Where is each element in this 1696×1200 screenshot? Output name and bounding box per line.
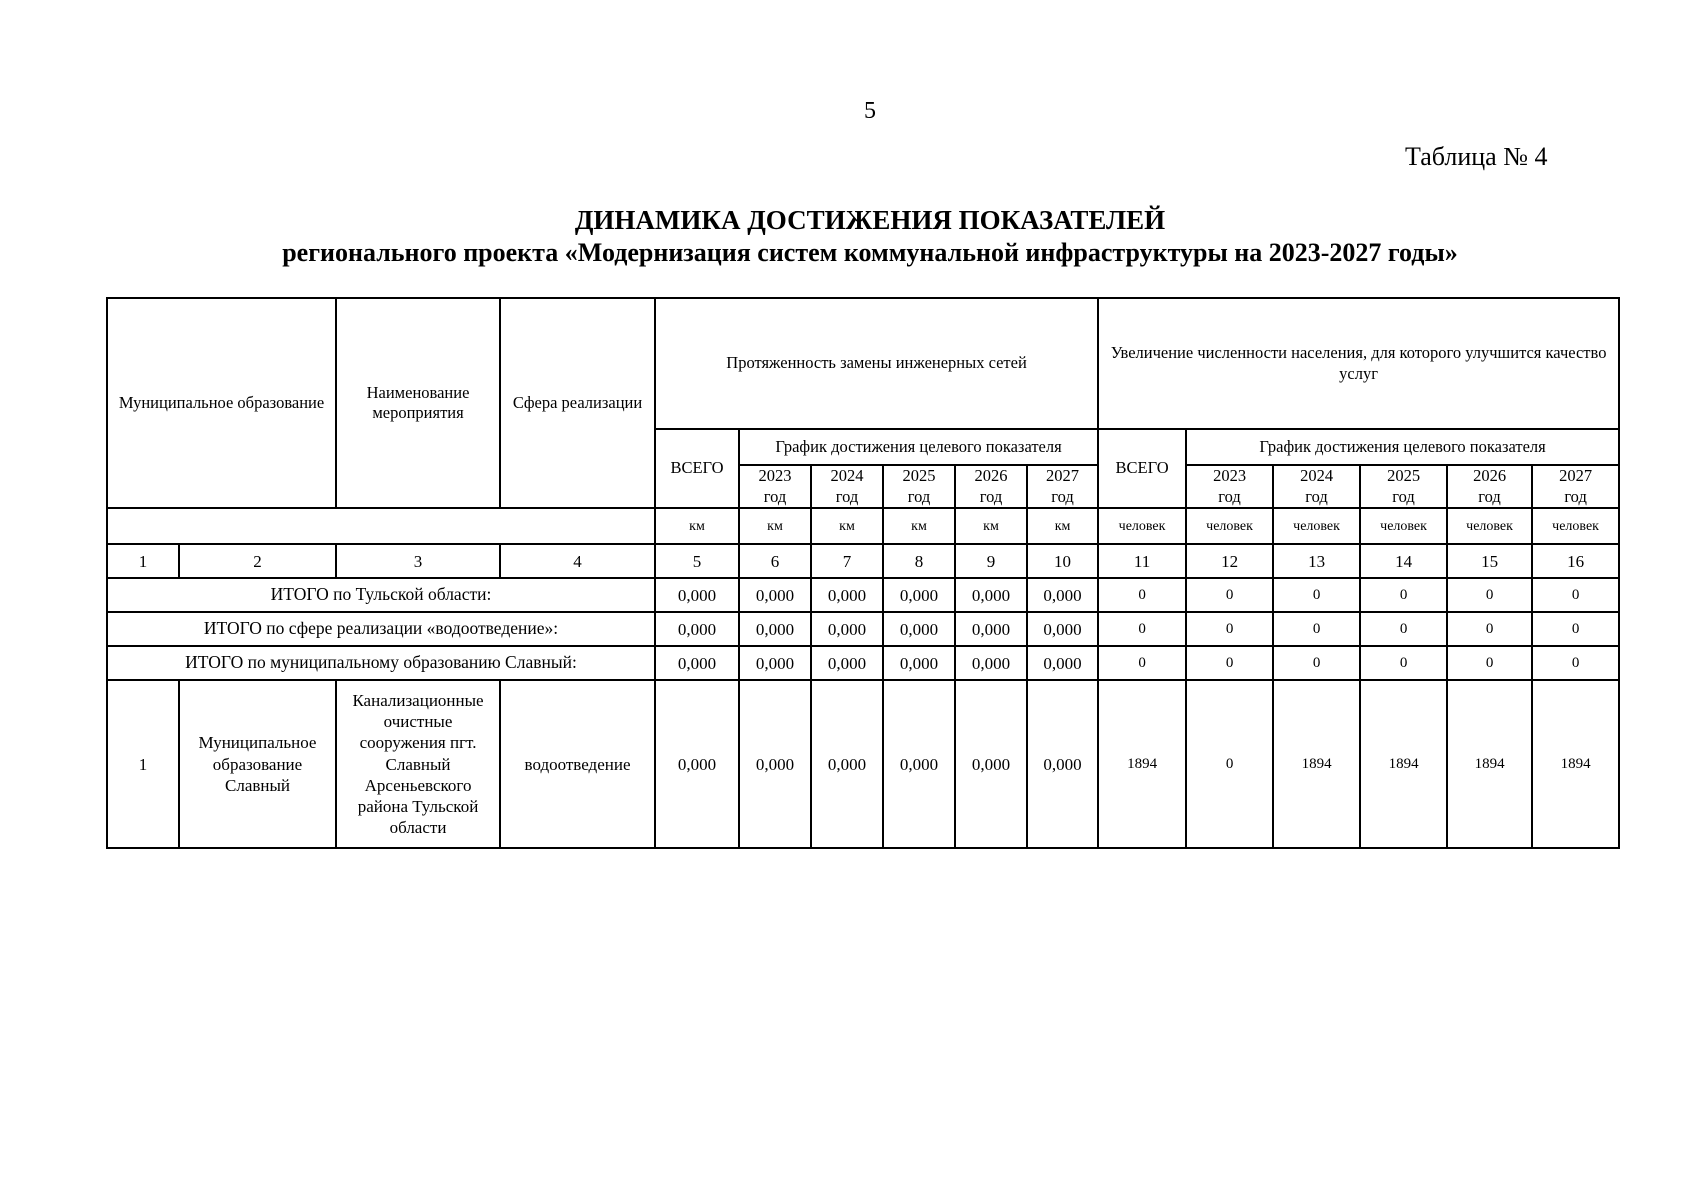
header-year-km: 2027 год [1027,465,1098,508]
people-value: 0 [1186,578,1273,612]
km-value: 0,000 [811,612,883,646]
unit-cell: км [739,508,811,544]
header-schedule-people: График достижения целевого показателя [1186,429,1619,465]
document-title: ДИНАМИКА ДОСТИЖЕНИЯ ПОКАЗАТЕЛЕЙ [574,205,1166,235]
km-value: 0,000 [811,578,883,612]
people-value: 0 [1098,612,1186,646]
column-number: 8 [883,544,955,578]
people-value: 1894 [1532,680,1619,848]
header-year-km: 2026 год [955,465,1027,508]
column-number: 1 [107,544,179,578]
km-value: 0,000 [739,646,811,680]
people-value: 0 [1360,612,1447,646]
column-number: 4 [500,544,655,578]
header-year-people: 2026 год [1447,465,1532,508]
km-value: 0,000 [811,646,883,680]
people-value: 0 [1447,612,1532,646]
units-row [107,508,1619,544]
unit-cell: человек [1186,508,1273,544]
people-value: 0 [1532,612,1619,646]
people-value: 0 [1186,680,1273,848]
people-value: 0 [1186,612,1273,646]
km-value: 0,000 [1027,646,1098,680]
km-value: 0,000 [1027,578,1098,612]
km-value: 0,000 [655,578,739,612]
column-number: 16 [1532,544,1619,578]
page-number: 5 [864,98,876,124]
column-number: 14 [1360,544,1447,578]
header-sphere: Сфера реализации [500,298,655,508]
people-value: 0 [1447,646,1532,680]
people-value: 0 [1447,578,1532,612]
km-value: 0,000 [883,612,955,646]
km-value: 0,000 [811,680,883,848]
people-value: 0 [1273,578,1360,612]
table-label: Таблица № 4 [1405,142,1548,171]
unit-cell: км [883,508,955,544]
people-value: 1894 [1273,680,1360,848]
column-number: 12 [1186,544,1273,578]
km-value: 0,000 [955,646,1027,680]
km-value: 0,000 [655,680,739,848]
header-schedule-km: График достижения целевого показателя [739,429,1098,465]
km-value: 0,000 [955,578,1027,612]
people-value: 0 [1532,646,1619,680]
km-value: 0,000 [1027,680,1098,848]
people-value: 1894 [1098,680,1186,848]
column-number: 13 [1273,544,1360,578]
header-group-population-increase: Увеличение численности населения, для которого улучшится качество услуг [1098,298,1619,429]
indicators-table [106,297,1620,849]
people-value: 0 [1273,646,1360,680]
header-year-km: 2025 год [883,465,955,508]
summary-row-region [107,578,1619,612]
unit-cell: км [955,508,1027,544]
unit-cell: человек [1273,508,1360,544]
column-numbers-row [107,544,1619,578]
header-row-groups [107,298,1619,429]
column-number: 2 [179,544,336,578]
people-value: 0 [1273,612,1360,646]
summary-row-municipality [107,646,1619,680]
header-group-network-replacement: Протяженность замены инженерных сетей [655,298,1098,429]
header-year-km: 2024 год [811,465,883,508]
header-municipality: Муниципальное образование [107,298,336,508]
sphere-cell: водоотведение [500,680,655,848]
column-number: 15 [1447,544,1532,578]
header-year-people: 2027 год [1532,465,1619,508]
km-value: 0,000 [655,612,739,646]
header-year-km: 2023 год [739,465,811,508]
people-value: 1894 [1447,680,1532,848]
unit-cell: человек [1532,508,1619,544]
people-value: 0 [1098,578,1186,612]
unit-cell: человек [1098,508,1186,544]
header-year-people: 2023 год [1186,465,1273,508]
people-value: 0 [1532,578,1619,612]
km-value: 0,000 [655,646,739,680]
column-number: 3 [336,544,500,578]
km-value: 0,000 [739,680,811,848]
row-number: 1 [107,680,179,848]
column-number: 5 [655,544,739,578]
summary-label: ИТОГО по Тульской области: [107,578,655,612]
municipality-cell: Муниципальное образование Славный [179,680,336,848]
header-year-people: 2025 год [1360,465,1447,508]
column-number: 6 [739,544,811,578]
column-number: 9 [955,544,1027,578]
document-subtitle: регионального проекта «Модернизация систем коммунальной инфраструктуры на 2023-2027 годы» [282,238,1458,267]
unit-cell: км [811,508,883,544]
people-value: 0 [1360,578,1447,612]
header-total-people: ВСЕГО [1098,429,1186,508]
km-value: 0,000 [955,612,1027,646]
column-number: 11 [1098,544,1186,578]
unit-cell: км [1027,508,1098,544]
unit-cell: человек [1360,508,1447,544]
km-value: 0,000 [739,612,811,646]
header-activity: Наименование мероприятия [336,298,500,508]
km-value: 0,000 [955,680,1027,848]
km-value: 0,000 [883,680,955,848]
units-spacer [107,508,655,544]
km-value: 0,000 [1027,612,1098,646]
data-row [107,680,1619,848]
km-value: 0,000 [883,578,955,612]
activity-cell: Канализационные очистные сооружения пгт. Славный Арсеньевского района Тульской области [336,680,500,848]
unit-cell: км [655,508,739,544]
header-total-km: ВСЕГО [655,429,739,508]
summary-label: ИТОГО по сфере реализации «водоотведение»: [107,612,655,646]
km-value: 0,000 [739,578,811,612]
people-value: 0 [1098,646,1186,680]
people-value: 0 [1360,646,1447,680]
summary-label: ИТОГО по муниципальному образованию Славный: [107,646,655,680]
people-value: 1894 [1360,680,1447,848]
unit-cell: человек [1447,508,1532,544]
km-value: 0,000 [883,646,955,680]
column-number: 7 [811,544,883,578]
summary-row-sphere [107,612,1619,646]
column-number: 10 [1027,544,1098,578]
header-year-people: 2024 год [1273,465,1360,508]
people-value: 0 [1186,646,1273,680]
